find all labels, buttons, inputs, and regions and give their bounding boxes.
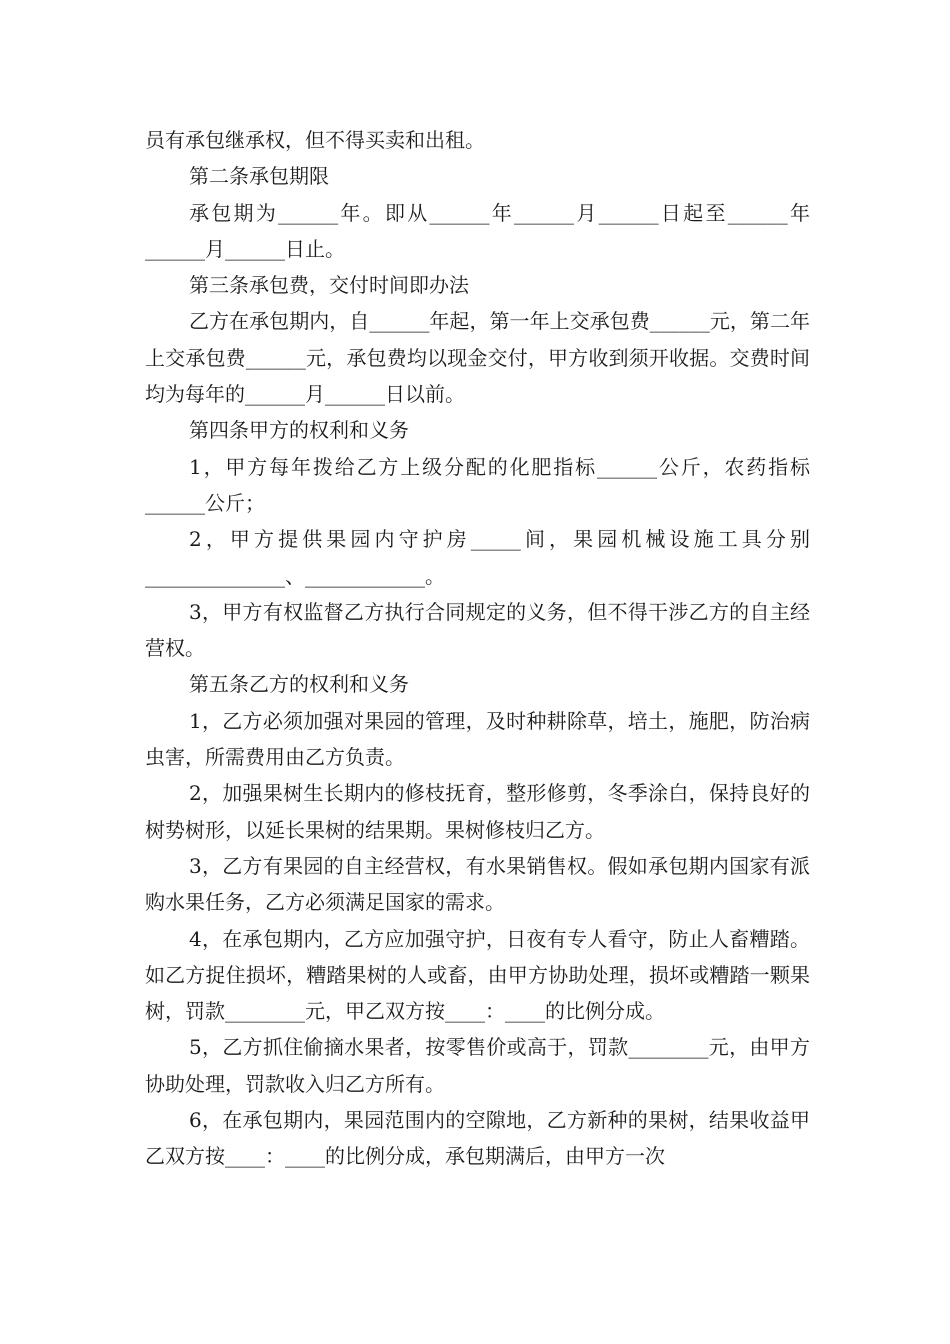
- article-4-item-3: 3，甲方有权监督乙方执行合同规定的义务，但不得干涉乙方的自主经营权。: [145, 599, 810, 661]
- document-body: [145, 122, 810, 1175]
- article-3-body: 乙方在承包期内，自______年起，第一年上交承包费______元，第二年上交承包费______元，承包费均以现金交付，甲方收到须开收据。交费时间均为每年的______月______日以前。: [145, 309, 810, 407]
- article-5-item-4: 4，在承包期内，乙方应加强守护，日夜有专人看守，防止人畜糟踏。如乙方捉住损坏，糟踏果树的人或畜，由甲方协助处理，损坏或糟踏一颗果树，罚款________元，甲乙双方按____：____的比例分成。: [145, 926, 810, 1024]
- paragraph-continuation: 员有承包继承权，但不得买卖和出租。: [145, 128, 485, 152]
- article-2-heading: 第二条承包期限: [189, 164, 329, 189]
- article-5-item-5: 5，乙方抓住偷摘水果者，按零售价或高于，罚款________元，由甲方协助处理，罚款收入归乙方所有。: [145, 1035, 810, 1096]
- article-4-item-2: 2，甲方提供果园内守护房_____间，果园机械设施工具分别______________、____________。: [145, 527, 810, 588]
- article-5-item-1: 1，乙方必须加强对果园的管理，及时种耕除草，培土，施肥，防治病虫害，所需费用由乙方负责。: [145, 708, 810, 770]
- article-3-heading: 第三条承包费，交付时间即办法: [189, 273, 469, 298]
- article-5-item-6: 6，在承包期内，果园范围内的空隙地，乙方新种的果树，结果收益甲乙双方按____：____的比例分成，承包期满后，由甲方一次: [145, 1108, 810, 1169]
- article-4-heading: 第四条甲方的权利和义务: [189, 418, 409, 443]
- article-5-item-2: 2，加强果树生长期内的修枝抚育，整形修剪，冬季涂白，保持良好的树势树形，以延长果树的结果期。果树修枝归乙方。: [145, 781, 810, 842]
- article-5-item-3: 3，乙方有果园的自主经营权，有水果销售权。假如承包期内国家有派购水果任务，乙方必须满足国家的需求。: [145, 853, 810, 915]
- article-2-body: 承包期为______年。即从______年______月______日起至______年______月______日止。: [145, 200, 810, 261]
- article-5-heading: 第五条乙方的权利和义务: [189, 672, 409, 697]
- article-4-item-1: 1，甲方每年拨给乙方上级分配的化肥指标______公斤，农药指标______公斤；: [145, 454, 810, 515]
